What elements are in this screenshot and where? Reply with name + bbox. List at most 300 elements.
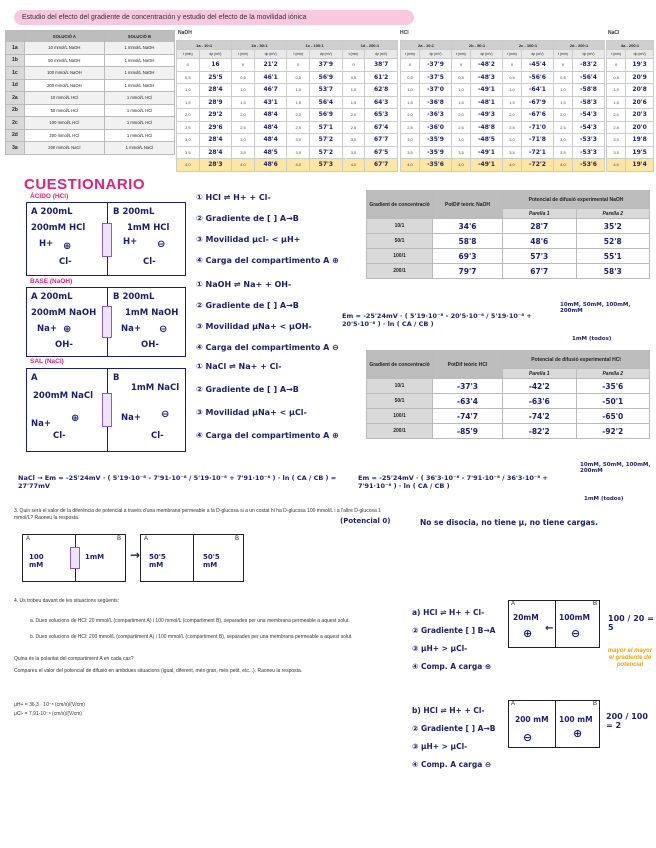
header-row (177, 41, 398, 50)
value-cell: 19'5 (626, 146, 654, 159)
value-cell: -64'1 (521, 84, 553, 97)
value-cell: 48'6 (254, 159, 287, 172)
value-cell: -53'3 (572, 146, 604, 159)
acid-b-anion: Cl- (143, 257, 156, 267)
time-cell: 2,5 (607, 121, 626, 134)
table-cell: 1 mmol/L NaOH (104, 67, 174, 80)
time-cell: 4,0 (342, 159, 365, 172)
table-cell: 200/1 (367, 264, 433, 279)
time-cell: 1,5 (401, 96, 420, 109)
membrane (102, 306, 112, 338)
nacl-table (606, 40, 654, 172)
table-cell: -63'6 (503, 394, 577, 409)
time-cell: 1,0 (553, 84, 572, 97)
table-cell: 10/1 (367, 219, 433, 234)
q4-question: Quina és la polaritat del compartiment A en cada cas? (14, 656, 134, 662)
time-cell: 2,0 (177, 109, 200, 122)
value-cell: -71'0 (521, 121, 553, 134)
time-cell: 0 (451, 59, 470, 72)
value-cell: 25'5 (199, 71, 232, 84)
time-cell: 1,5 (287, 96, 310, 109)
table-cell: -50'1 (576, 394, 650, 409)
base-b-solution: 1mM NaOH (125, 308, 179, 318)
time-cell: 1,5 (553, 96, 572, 109)
value-cell: 20'3 (626, 109, 654, 122)
time-cell: 0 (607, 59, 626, 72)
naoh-compare-table (366, 190, 650, 279)
time-cell: 2,0 (553, 109, 572, 122)
q4a-right: 100mM (559, 613, 590, 622)
naoh-eq-note: 10mM, 50mM, 100mM, 200mM (560, 302, 631, 314)
time-cell: 2,0 (287, 109, 310, 122)
table-row (6, 54, 175, 67)
time-cell: 0,5 (451, 71, 470, 84)
value-cell: -37'9 (420, 59, 452, 72)
value-cell: 29'2 (199, 109, 232, 122)
table-row (177, 71, 398, 84)
q4-a-ratio: 100 / 20 = 5 (608, 614, 654, 632)
value-cell: 56'9 (310, 109, 343, 122)
table-cell: -42'2 (503, 379, 577, 394)
time-cell: 0,5 (607, 71, 626, 84)
table-cell: 57'3 (503, 249, 577, 264)
table-row (367, 264, 650, 279)
table-row (6, 92, 175, 105)
value-cell: 19'3 (626, 59, 654, 72)
time-cell: 0,5 (553, 71, 572, 84)
step-line: ④ Carga del compartimento A ⊖ (196, 343, 339, 352)
value-cell: -56'6 (521, 71, 553, 84)
step-line: ④ Carga del compartimento A ⊕ (196, 256, 339, 265)
sub-header: dp (mV) (199, 50, 232, 59)
naoh-group-label: NaOH (178, 30, 192, 36)
time-cell: 1,0 (232, 84, 255, 97)
table-row (6, 104, 175, 117)
table-row (367, 234, 650, 249)
value-cell: 67'4 (365, 121, 398, 134)
step-line: ③ Movilidad μNa+ < μCl- (196, 408, 307, 417)
table-cell: -82'2 (503, 424, 577, 439)
value-cell: -72'2 (521, 159, 553, 172)
table-row (607, 134, 654, 147)
q3-box2-b: B (235, 536, 240, 542)
time-cell: 1,0 (502, 84, 521, 97)
value-cell: 56'9 (310, 71, 343, 84)
column-header: Potencial de difusió experimental HCl (503, 351, 650, 369)
time-cell: 1,0 (287, 84, 310, 97)
table-row (6, 129, 175, 142)
table-row (401, 134, 605, 147)
header-row (6, 31, 175, 42)
q4-mu-h: μH+ = 36,3 · 10⁻⁸ (cm/s)/(V/cm) (14, 702, 85, 708)
naoh-equation: Em = -25'24mV · ( 5'19·10⁻⁸ - 20'5·10⁻⁸ / 5'19·10⁻⁸ + 20'5·10⁻⁸ ) · ln ( CA / CB ) (342, 312, 532, 328)
header-row (367, 351, 650, 369)
table-row (6, 42, 175, 55)
value-cell: -49'3 (470, 109, 502, 122)
acid-label: ÁCIDO (HCl) (30, 193, 69, 200)
value-cell: 28'9 (199, 96, 232, 109)
time-cell: 0 (502, 59, 521, 72)
value-cell: -71'8 (521, 134, 553, 147)
time-cell: 3,0 (287, 134, 310, 147)
step-line: a) HCl ⇌ H+ + Cl- (412, 608, 485, 617)
time-cell: 1,0 (342, 84, 365, 97)
sal-steps (196, 362, 339, 454)
time-cell: 4,0 (177, 159, 200, 172)
value-cell: 46'1 (254, 71, 287, 84)
step-line: ③ μH+ > μCl- (412, 742, 468, 751)
value-cell: 16 (199, 59, 232, 72)
q4a-box-a: A (511, 601, 516, 607)
time-cell: 2,5 (287, 121, 310, 134)
sub-header: t (min) (553, 50, 572, 59)
value-cell: 20'0 (626, 121, 654, 134)
value-cell: -36'8 (420, 96, 452, 109)
table-cell: 200 mmol/L NaCl (24, 142, 104, 155)
q4-b-ratio: 200 / 100 = 2 (606, 712, 648, 730)
table-cell: 55'1 (576, 249, 650, 264)
time-cell: 0 (553, 59, 572, 72)
sub-header: dp (mV) (572, 50, 604, 59)
table-cell: 67'7 (503, 264, 577, 279)
time-cell: 3,0 (553, 134, 572, 147)
value-cell: 20'9 (626, 71, 654, 84)
value-cell: 21'2 (254, 59, 287, 72)
sub-header-row (177, 50, 398, 59)
time-cell: 2,0 (342, 109, 365, 122)
value-cell: 64'3 (365, 96, 398, 109)
table-cell: -92'2 (576, 424, 650, 439)
time-cell: 3,0 (502, 134, 521, 147)
sub-header: Parella 1 (503, 369, 577, 379)
time-cell: 3,0 (401, 134, 420, 147)
table-row (177, 84, 398, 97)
table-cell: 50/1 (367, 394, 433, 409)
base-b-volume: B 200mL (113, 292, 155, 302)
table-row (401, 121, 605, 134)
time-cell: 1,0 (451, 84, 470, 97)
time-cell: 3,5 (607, 146, 626, 159)
column-header (6, 31, 25, 42)
q3-box-1 (22, 534, 126, 582)
table-cell: 100 mmol/L NaOH (24, 67, 104, 80)
time-cell: 1,5 (502, 96, 521, 109)
table-cell: -74'7 (433, 409, 503, 424)
step-line: ④ Comp. A carga ⊖ (412, 760, 492, 769)
membrane (70, 547, 80, 569)
q3-box1-left: 100 mM (29, 553, 44, 569)
value-cell: -67'6 (521, 109, 553, 122)
table-cell: 58'3 (576, 264, 650, 279)
table-row (401, 59, 605, 72)
table-row (6, 117, 175, 130)
acid-b-volume: B 200mL (113, 207, 155, 217)
time-cell: 4,0 (607, 159, 626, 172)
time-cell: 1,0 (177, 84, 200, 97)
hcl-equation: Em = -25'24mV · ( 36'3·10⁻⁸ - 7'91·10⁻⁸ / 36'3·10⁻⁸ + 7'91·10⁻⁸ ) · ln ( CA / CB ) (358, 474, 548, 490)
value-cell: -83'2 (572, 59, 604, 72)
table-cell: 200/1 (367, 424, 433, 439)
arrow-left-icon: ← (545, 623, 554, 634)
sub-header: dp (mV) (365, 50, 398, 59)
column-header: 2d - 200:1 (553, 41, 604, 50)
base-diagram (26, 287, 186, 357)
time-cell: 4,0 (502, 159, 521, 172)
table-row (607, 84, 654, 97)
q4b-box-b: B (593, 701, 598, 707)
base-steps (196, 280, 339, 364)
q3-box1-a: A (26, 536, 31, 542)
table-cell: 2c (6, 117, 25, 130)
time-cell: 2,0 (232, 109, 255, 122)
base-a-volume: A 200mL (31, 292, 73, 302)
value-cell: 28'4 (199, 146, 232, 159)
hcl-table (400, 40, 605, 172)
value-cell: 28'4 (199, 84, 232, 97)
q3-box-2 (140, 534, 244, 582)
q4b-left-charge: ⊖ (523, 731, 533, 744)
table-cell: -65'0 (576, 409, 650, 424)
value-cell: -49'1 (470, 146, 502, 159)
value-cell: 29'6 (199, 121, 232, 134)
time-cell: 3,0 (177, 134, 200, 147)
time-cell: 4,0 (401, 159, 420, 172)
time-cell: 0 (177, 59, 200, 72)
table-row (607, 71, 654, 84)
value-cell: -35'9 (420, 134, 452, 147)
table-cell: 1a (6, 42, 25, 55)
nacl-equation: NaCl → Em = -25'24mV · ( 5'19·10⁻⁸ - 7'91·10⁻⁸ / 5'19·10⁻⁸ + 7'91·10⁻⁸ ) · ln ( CA / CB ) = 27'77mV (18, 474, 337, 490)
q3-box2-left: 50'5 mM (149, 553, 166, 569)
table-row (607, 59, 654, 72)
value-cell: 20'8 (626, 84, 654, 97)
sub-header: t (min) (177, 50, 200, 59)
sal-b-solution: 1mM NaCl (131, 383, 180, 393)
q3-tag: (Potencial 0) (340, 517, 391, 525)
q3-answer: No se disocia, no tiene μ, no tiene cargas. (420, 518, 598, 527)
hcl-group-label: HCl (400, 30, 409, 36)
table-cell: 200 mmol/L NaOH (24, 79, 104, 92)
solutions-table (5, 30, 175, 155)
table-row (367, 249, 650, 264)
step-line: ④ Carga del compartimento A ⊕ (196, 431, 339, 440)
arrow-right-icon: → (130, 548, 141, 562)
column-header: PotDif teòric HCl (433, 351, 503, 379)
q4b-left: 200 mM (515, 715, 549, 724)
value-cell: -48'2 (470, 59, 502, 72)
column-header: 1c - 100:1 (287, 41, 342, 50)
table-cell: 2a (6, 92, 25, 105)
table-row (6, 142, 175, 155)
sub-header-row (401, 50, 605, 59)
table-cell: 58'8 (433, 234, 503, 249)
sal-b-ion: Na+ (121, 413, 141, 423)
q4a-right-charge: ⊖ (571, 627, 581, 640)
table-row (401, 84, 605, 97)
q4-b-box (508, 700, 600, 748)
value-cell: -54'3 (572, 121, 604, 134)
step-line: ④ Comp. A carga ⊕ (412, 662, 492, 671)
sal-b-anion: Cl- (151, 431, 164, 441)
value-cell: 48'4 (254, 109, 287, 122)
table-cell: 52'8 (576, 234, 650, 249)
value-cell: 20'6 (626, 96, 654, 109)
value-cell: -49'1 (470, 84, 502, 97)
value-cell: -48'3 (470, 71, 502, 84)
column-header: Potencial de difusió experimental NaOH (503, 191, 650, 209)
time-cell: 3,0 (232, 134, 255, 147)
step-line: ② Gradiente de [ ] A→B (196, 214, 299, 223)
base-a-charge: ⊕ (63, 324, 72, 335)
q4b-right: 100 mM (559, 715, 593, 724)
time-cell: 2,5 (232, 121, 255, 134)
value-cell: 37'9 (310, 59, 343, 72)
step-line: b) HCl ⇌ H+ + Cl- (412, 706, 485, 715)
value-cell: -58'3 (572, 96, 604, 109)
value-cell: 67'7 (365, 159, 398, 172)
table-row (367, 409, 650, 424)
column-header: Gradient de concentració (367, 191, 433, 219)
table-cell: 1 mmol/L NaOH (104, 79, 174, 92)
sub-header: Parella 1 (503, 209, 577, 219)
time-cell: 2,0 (401, 109, 420, 122)
value-cell: 19'8 (626, 134, 654, 147)
table-cell: 35'2 (576, 219, 650, 234)
acid-diagram (26, 202, 186, 276)
value-cell: 38'7 (365, 59, 398, 72)
value-cell: 62'8 (365, 84, 398, 97)
sub-header: t (min) (401, 50, 420, 59)
acid-steps (196, 193, 339, 277)
column-header: Gradient de concentració (367, 351, 433, 379)
value-cell: 57'2 (310, 134, 343, 147)
value-cell: 57'3 (310, 159, 343, 172)
table-cell: 10 mmol/L HCl (24, 92, 104, 105)
time-cell: 2,0 (607, 109, 626, 122)
value-cell: -36'0 (420, 121, 452, 134)
step-line: ② Gradiente [ ] A→B (412, 724, 496, 733)
time-cell: 1,5 (177, 96, 200, 109)
value-cell: 46'7 (254, 84, 287, 97)
table-row (177, 146, 398, 159)
sub-header: t (min) (607, 50, 626, 59)
table-row (177, 134, 398, 147)
value-cell: -53'6 (572, 159, 604, 172)
table-cell: 10 mmol/L NaOH (24, 42, 104, 55)
table-cell: 100 mmol/L HCl (24, 117, 104, 130)
time-cell: 0 (342, 59, 365, 72)
step-line: ② Gradiente de [ ] A→B (196, 385, 299, 394)
time-cell: 2,5 (342, 121, 365, 134)
column-header: PotDif teòric NaOH (433, 191, 503, 219)
time-cell: 2,0 (502, 109, 521, 122)
table-cell: 2b (6, 104, 25, 117)
table-row (177, 59, 398, 72)
time-cell: 2,5 (177, 121, 200, 134)
time-cell: 4,0 (287, 159, 310, 172)
time-cell: 3,5 (502, 146, 521, 159)
step-line: ② Gradiente [ ] B→A (412, 626, 496, 635)
table-cell: -37'3 (433, 379, 503, 394)
table-cell: 1d (6, 79, 25, 92)
value-cell: 67'7 (365, 134, 398, 147)
q3-box2-a: A (144, 536, 149, 542)
value-cell: 48'4 (254, 134, 287, 147)
time-cell: 4,0 (232, 159, 255, 172)
table-cell: 100/1 (367, 249, 433, 264)
table-cell: 10/1 (367, 379, 433, 394)
time-cell: 1,5 (451, 96, 470, 109)
hcl-compare-table (366, 350, 650, 439)
sal-a-anion: Cl- (53, 431, 66, 441)
q4-note: mayor el mayor el gradiente de potencial (607, 648, 653, 668)
table-row (607, 96, 654, 109)
time-cell: 2,5 (401, 121, 420, 134)
table-row (367, 379, 650, 394)
value-cell: -37'0 (420, 84, 452, 97)
table-row (607, 146, 654, 159)
acid-a-ion: H+ (39, 239, 54, 249)
column-header: 1a - 10:1 (177, 41, 232, 50)
sub-header: dp (mV) (626, 50, 654, 59)
time-cell: 1,0 (401, 84, 420, 97)
time-cell: 3,5 (342, 146, 365, 159)
step-line: ① NaOH ⇌ Na+ + OH- (196, 280, 292, 289)
table-row (177, 159, 398, 172)
sub-header: dp (mV) (521, 50, 553, 59)
step-line: ③ Movilidad μcl- < μH+ (196, 235, 301, 244)
value-cell: -37'5 (420, 71, 452, 84)
step-line: ③ μH+ > μCl- (412, 644, 468, 653)
step-line: ③ Movilidad μNa+ < μOH- (196, 322, 312, 331)
hcl-eq-note: 10mM, 50mM, 100mM, 200mM (580, 462, 651, 474)
time-cell: 2,5 (553, 121, 572, 134)
table-row (367, 219, 650, 234)
nacl-group-label: NaCl (608, 30, 620, 36)
cuestionario-heading: CUESTIONARIO (24, 176, 146, 193)
value-cell: 53'7 (310, 84, 343, 97)
sub-header: t (min) (232, 50, 255, 59)
column-header: 2a - 10:1 (401, 41, 452, 50)
base-a-anion: OH- (55, 340, 73, 350)
time-cell: 2,5 (502, 121, 521, 134)
table-row (177, 121, 398, 134)
naoh-table (176, 40, 398, 172)
sal-a-ion: Na+ (31, 419, 51, 429)
column-header: 3a - 200:1 (607, 41, 654, 50)
table-row (6, 79, 175, 92)
column-header: SOLUCIÓ B (104, 31, 174, 42)
q4a-left: 20mM (513, 613, 539, 622)
value-cell: 57'2 (310, 146, 343, 159)
table-cell: 50 mmol/L HCl (24, 104, 104, 117)
table-cell: 1 mmol/L HCl (104, 117, 174, 130)
q4a-box-b: B (593, 601, 598, 607)
table-cell: 48'6 (503, 234, 577, 249)
value-cell: -67'9 (521, 96, 553, 109)
membrane (102, 393, 112, 427)
time-cell: 1,5 (232, 96, 255, 109)
table-cell: -85'9 (433, 424, 503, 439)
value-cell: 48'5 (254, 146, 287, 159)
value-cell: -36'3 (420, 109, 452, 122)
q4-b-steps (412, 706, 495, 778)
sal-a-volume: A (31, 373, 38, 383)
table-cell: 200 mmol/L HCl (24, 129, 104, 142)
table-cell: 28'7 (503, 219, 577, 234)
time-cell: 3,5 (232, 146, 255, 159)
table-cell: 1 mmol/L NaOH (104, 54, 174, 67)
